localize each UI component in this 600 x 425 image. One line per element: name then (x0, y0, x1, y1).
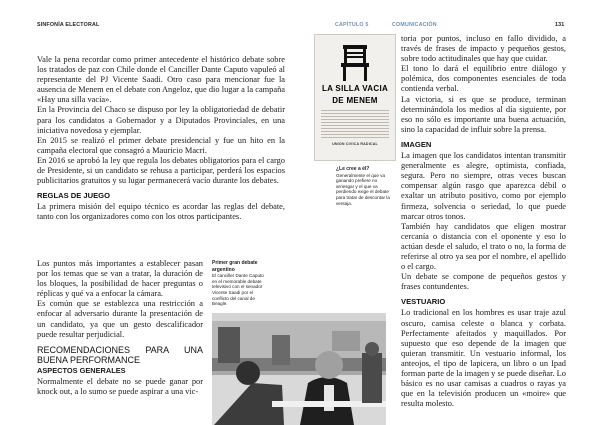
poster-title-line2: DE MENEM (332, 96, 378, 105)
paragraph: La primera misión del equipo técnico es acordar las reglas del debate, tanto con los organizadores como con los otros participantes. (37, 202, 285, 222)
paragraph: También hay candidatos que eligen mostrar cercanía o distancia con el oponente y eso lo actúan desde el saludo, el trato o no, la forma de referirse al otro ya sea por el nombre, el apellido o el cargo. (401, 221, 566, 272)
running-header-section: COMUNICACIÓN (392, 22, 437, 28)
poster-caption-text: Generalmente el que va ganando prefiere no arriesgar y el que va perdiendo exige el debate para tratar de descontar la ventaja. (336, 172, 390, 206)
poster-footer: UNION CIVICA RADICAL (332, 142, 378, 146)
photo-caption-text: El canciller Dante Caputo en el memorable debate televisivo con el senador Vicente Saadi por el conflicto del canal de Beagle. (212, 273, 264, 307)
right-column-top (401, 34, 566, 409)
debate-photo (212, 313, 386, 425)
paragraph: La imagen que los candidatos intentan transmitir generalmente es alegre, optimista, confiada, segura. Pero no siempre, otras veces buscan compensar algún rasgo que aparezca débil o exaltar un atributo positivo, como por ejemplo firmeza, solvencia o seriedad, lo que puede marcar otros tonos. (401, 151, 566, 221)
paragraph: En 2016 se aprobó la ley que regula los debates obligatorios para el cargo de Presidente, si un candidato se rehusa a participar, perderá los espacios publicitarios gratuitos y su lugar permanecerá vacío durante los debates. (37, 155, 285, 186)
photo-caption-title: Primer gran debate argentino (212, 260, 258, 273)
paragraph: Es común que se establezca una restricción a enfocar al adversario durante la presentación de un candidato, ya que un gesto descalificador puede resultar perjudicial. (37, 299, 203, 339)
paragraph: La victoria, si es que se produce, terminan determinándola los medios al día siguiente, por eso no sólo es importante una buena actuación, sino la capacidad de influir sobre la prensa. (401, 94, 566, 134)
paragraph: Un debate se compone de pequeños gestos y frases contundentes. (401, 272, 566, 292)
section-heading-reglas: REGLAS DE JUEGO (37, 191, 110, 201)
empty-chair-icon (337, 43, 373, 81)
poster-title-line1: LA SILLA VACIA (321, 84, 389, 93)
running-header-book-title: SINFONÍA ELECTORAL (37, 22, 100, 28)
paragraph: toria por puntos, incluso en fallo dividido, a través de frases de impacto y pequeños gestos, sobre todo actitudinales que hay que cuidar. (401, 34, 566, 64)
left-column-top (37, 55, 285, 223)
left-column-bottom (37, 259, 203, 397)
paragraph: En 2015 se realizó el primer debate presidencial y fue un hito en la campaña electoral que consagró a Mauricio Macri. (37, 135, 285, 155)
paragraph: En la Provincia del Chaco se dispuso por ley la obligatoriedad de debatir para los candidatos a Gobernador y a Diputados Provinciales, en una iniciativa novedosa y ejemplar. (37, 105, 285, 135)
paragraph: Los puntos más importantes a establecer pasan por los temas que se van a tratar, la duración de los bloques, la posibilidad de hacer preguntas o réplicas y qué va a enfocar la cámara. (37, 259, 203, 299)
poster-body-text (321, 110, 389, 138)
photo-caption (212, 260, 268, 307)
section-heading-imagen: IMAGEN (401, 139, 432, 149)
section-heading-vestuario: VESTUARIO (401, 297, 446, 307)
paragraph: Vale la pena recordar como primer antecedente el histórico debate sobre los tratados de paz con Chile donde el Canciller Dante Caputo vapuleó al representante del PJ Vicente Saadi. Otro caso para mencionar fue la ausencia de Menem en el debate con Angeloz, que dio lugar a la campaña «Hay una silla vacía». (37, 55, 285, 105)
paragraph: Lo tradicional en los hombres es usar traje azul oscuro, camisa celeste o blanca y corbata. Perfectamente afeitados y maquillados. Por supuesto que eso depende de la imagen que quieran transmitir. Un vestuario informal, los anteojos, el tipo de lapicera, un libro o un Ipad forman parte de la imagen y se puede diseñar. Lo básico es no usar camisas a cuadros o rayas ya que en la televisión producen un «moire» que resulta molesto. (401, 308, 566, 409)
subheading-aspectos: ASPECTOS GENERALES (37, 365, 126, 375)
running-header-chapter: CAPÍTULO 5 (335, 22, 369, 28)
paragraph: Normalmente el debate no se puede ganar por knock out, a lo sumo se puede aspirar a una vic- (37, 376, 203, 396)
poster-caption (336, 166, 394, 206)
empty-chair-poster (314, 34, 396, 161)
page-number: 131 (555, 22, 565, 28)
section-heading-recomendaciones: RECOMENDACIONES PARA UNA BUENA PERFORMANCE (37, 344, 203, 365)
poster-caption-title: ¿Le cree a él? (336, 166, 370, 172)
paragraph: El tono lo dará el equilibrio entre diálogo y polémica, dos componentes esenciales de toda contienda verbal. (401, 64, 566, 94)
